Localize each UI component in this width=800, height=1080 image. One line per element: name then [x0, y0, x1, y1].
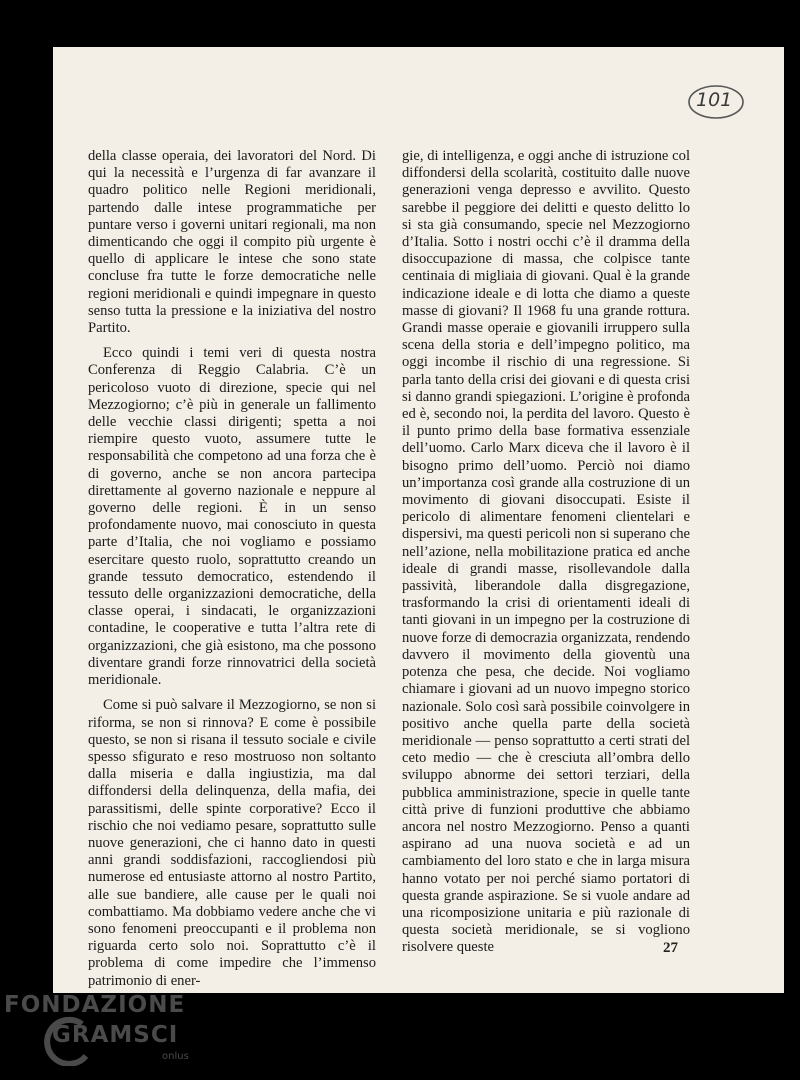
- watermark-line3: onlus: [162, 1051, 189, 1062]
- handwritten-folio-number: [686, 83, 746, 121]
- paragraph: gie, di intelligenza, e oggi anche di istruzione col diffondersi della scolarità, costituito dalle nuove generazioni venga depresso e avvilito. Questo sarebbe il peggiore dei delitti e questo delitto lo si sta già consumando, specie nel Mezzogiorno d’Italia. Sotto i nostri occhi c’è il dramma della disoccupazione di massa, che colpisce tante centinaia di migliaia di giovani. Qual è la grande indicazione ideale e di lotta che diamo a queste masse di giovani? Il 1968 fu una grande rottura. Grandi masse operaie e giovanili irruppero sulla scena della storia e dell’impegno politico, ma oggi incombe il rischio di una regressione. Si parla tanto della crisi dei giovani e di questa crisi si danno grandi spiegazioni. L’origine è profonda ed è, secondo noi, la perdita del lavoro. Questo è il punto primo della base formativa essenziale dell’uomo. Carlo Marx diceva che il lavoro è il bisogno primo dell’uomo. Perciò noi diamo un’importanza così grande alla costruzione di un movimento di giovani disoccupati. Esiste il pericolo di alimentare fenomeni clientelari e dispersivi, ma questi pericoli non si superano che nell’azione, nella mobilitazione pratica ed anche ideale di grandi masse, risollevandole dalla passività, liberandole dalla disgregazione, trasformando la crisi di orientamenti ideali di tanti giovani in un impegno per la costruzione di nuove forze di democrazia organizzata, rendendo davvero il movimento della gioventù una potenza che pesa, che decide. Noi vogliamo chiamare i giovani ad un nuovo impegno storico nazionale. Solo così sarà possibile coinvolgere in positivo anche quella parte della società meridionale — penso soprattutto a certi strati del ceto medio — che è cresciuta all’ombra dello sviluppo abnorme dei settori terziari, della pubblica amministrazione, specie in quelle tante città prive di funzioni produttive che abbiamo ancora nel nostro Mezzogiorno. Penso a quanti aspirano ad una nuova società e ad un cambiamento del loro stato e che in larga misura hanno votato per noi perché siamo portatori di questa grande aspirazione. Se si vuole andare ad una ricomposizione unitaria e più razionale di questa società meridionale, se si vogliono risolvere queste: [402, 148, 690, 956]
- paragraph: Come si può salvare il Mezzogiorno, se non si riforma, se non si rinnova? E come è possibile questo, se non si risana il tessuto sociale e civile spesso sfigurato e reso mostruoso non soltanto dalla miseria e dalla ingiustizia, ma dal diffondersi della delinquenza, della mafia, dei parassitismi, delle spinte corporative? Ecco il rischio che noi vediamo pesare, soprattutto sulle nuove generazioni, che ci hanno dato in questi anni grandi soddisfazioni, raccogliendosi più numerose ed entusiaste attorno al nostro Partito, alle sue bandiere, alle cause per le quali noi combattiamo. Ma dobbiamo vedere anche che vi sono fenomeni preoccupanti e il problema non riguarda certo solo noi. Soprattutto c’è il problema di come impedire che l’immenso patrimonio di ener-: [88, 697, 376, 989]
- paragraph: Ecco quindi i temi veri di questa nostra Conferenza di Reggio Calabria. C’è un pericoloso vuoto di direzione, specie qui nel Mezzogiorno; c’è più in generale un fallimento delle vecchie classi dirigenti; spetta a noi riempire questo vuoto, assumere tutte le responsabilità che competono ad una forza che è di governo, anche se non ancora partecipa direttamente al governo nazionale e neppure al governo delle regioni. È in un senso profondamente nuovo, mai conosciuto in questa parte d’Italia, che noi vogliamo e possiamo esercitare questo ruolo, soprattutto creando un grande tessuto democratico, estendendo il tessuto delle organizzazioni democratiche, della classe operai, i sindacati, le organizzazioni contadine, le cooperative e tutta l’altra rete di organizzazioni, che già esistono, ma che possono diventare grandi forze rinnovatrici della società meridionale.: [88, 345, 376, 689]
- page-number: 27: [663, 940, 678, 956]
- right-text-column: [402, 148, 690, 965]
- watermark-line1: FONDAZIONE: [4, 992, 186, 1018]
- fondazione-gramsci-watermark: [4, 992, 214, 1072]
- left-text-column: [88, 148, 376, 998]
- document-page: [53, 47, 784, 993]
- watermark-line2: GRAMSCI: [52, 1022, 179, 1048]
- paragraph: della classe operaia, dei lavoratori del Nord. Di qui la necessità e l’urgenza di far avanzare il quadro politico nelle Regioni meridionali, partendo dalle intese programmatiche per puntare verso i governi unitari regionali, ma non dimenticando che oggi il compito più urgente è quello di applicare le intese che sono state concluse fra tutte le forze democratiche nelle regioni meridionali e quindi impegnare in questo senso tutta la pressione e la iniziativa del nostro Partito.: [88, 148, 376, 337]
- folio-text: 101: [696, 89, 733, 111]
